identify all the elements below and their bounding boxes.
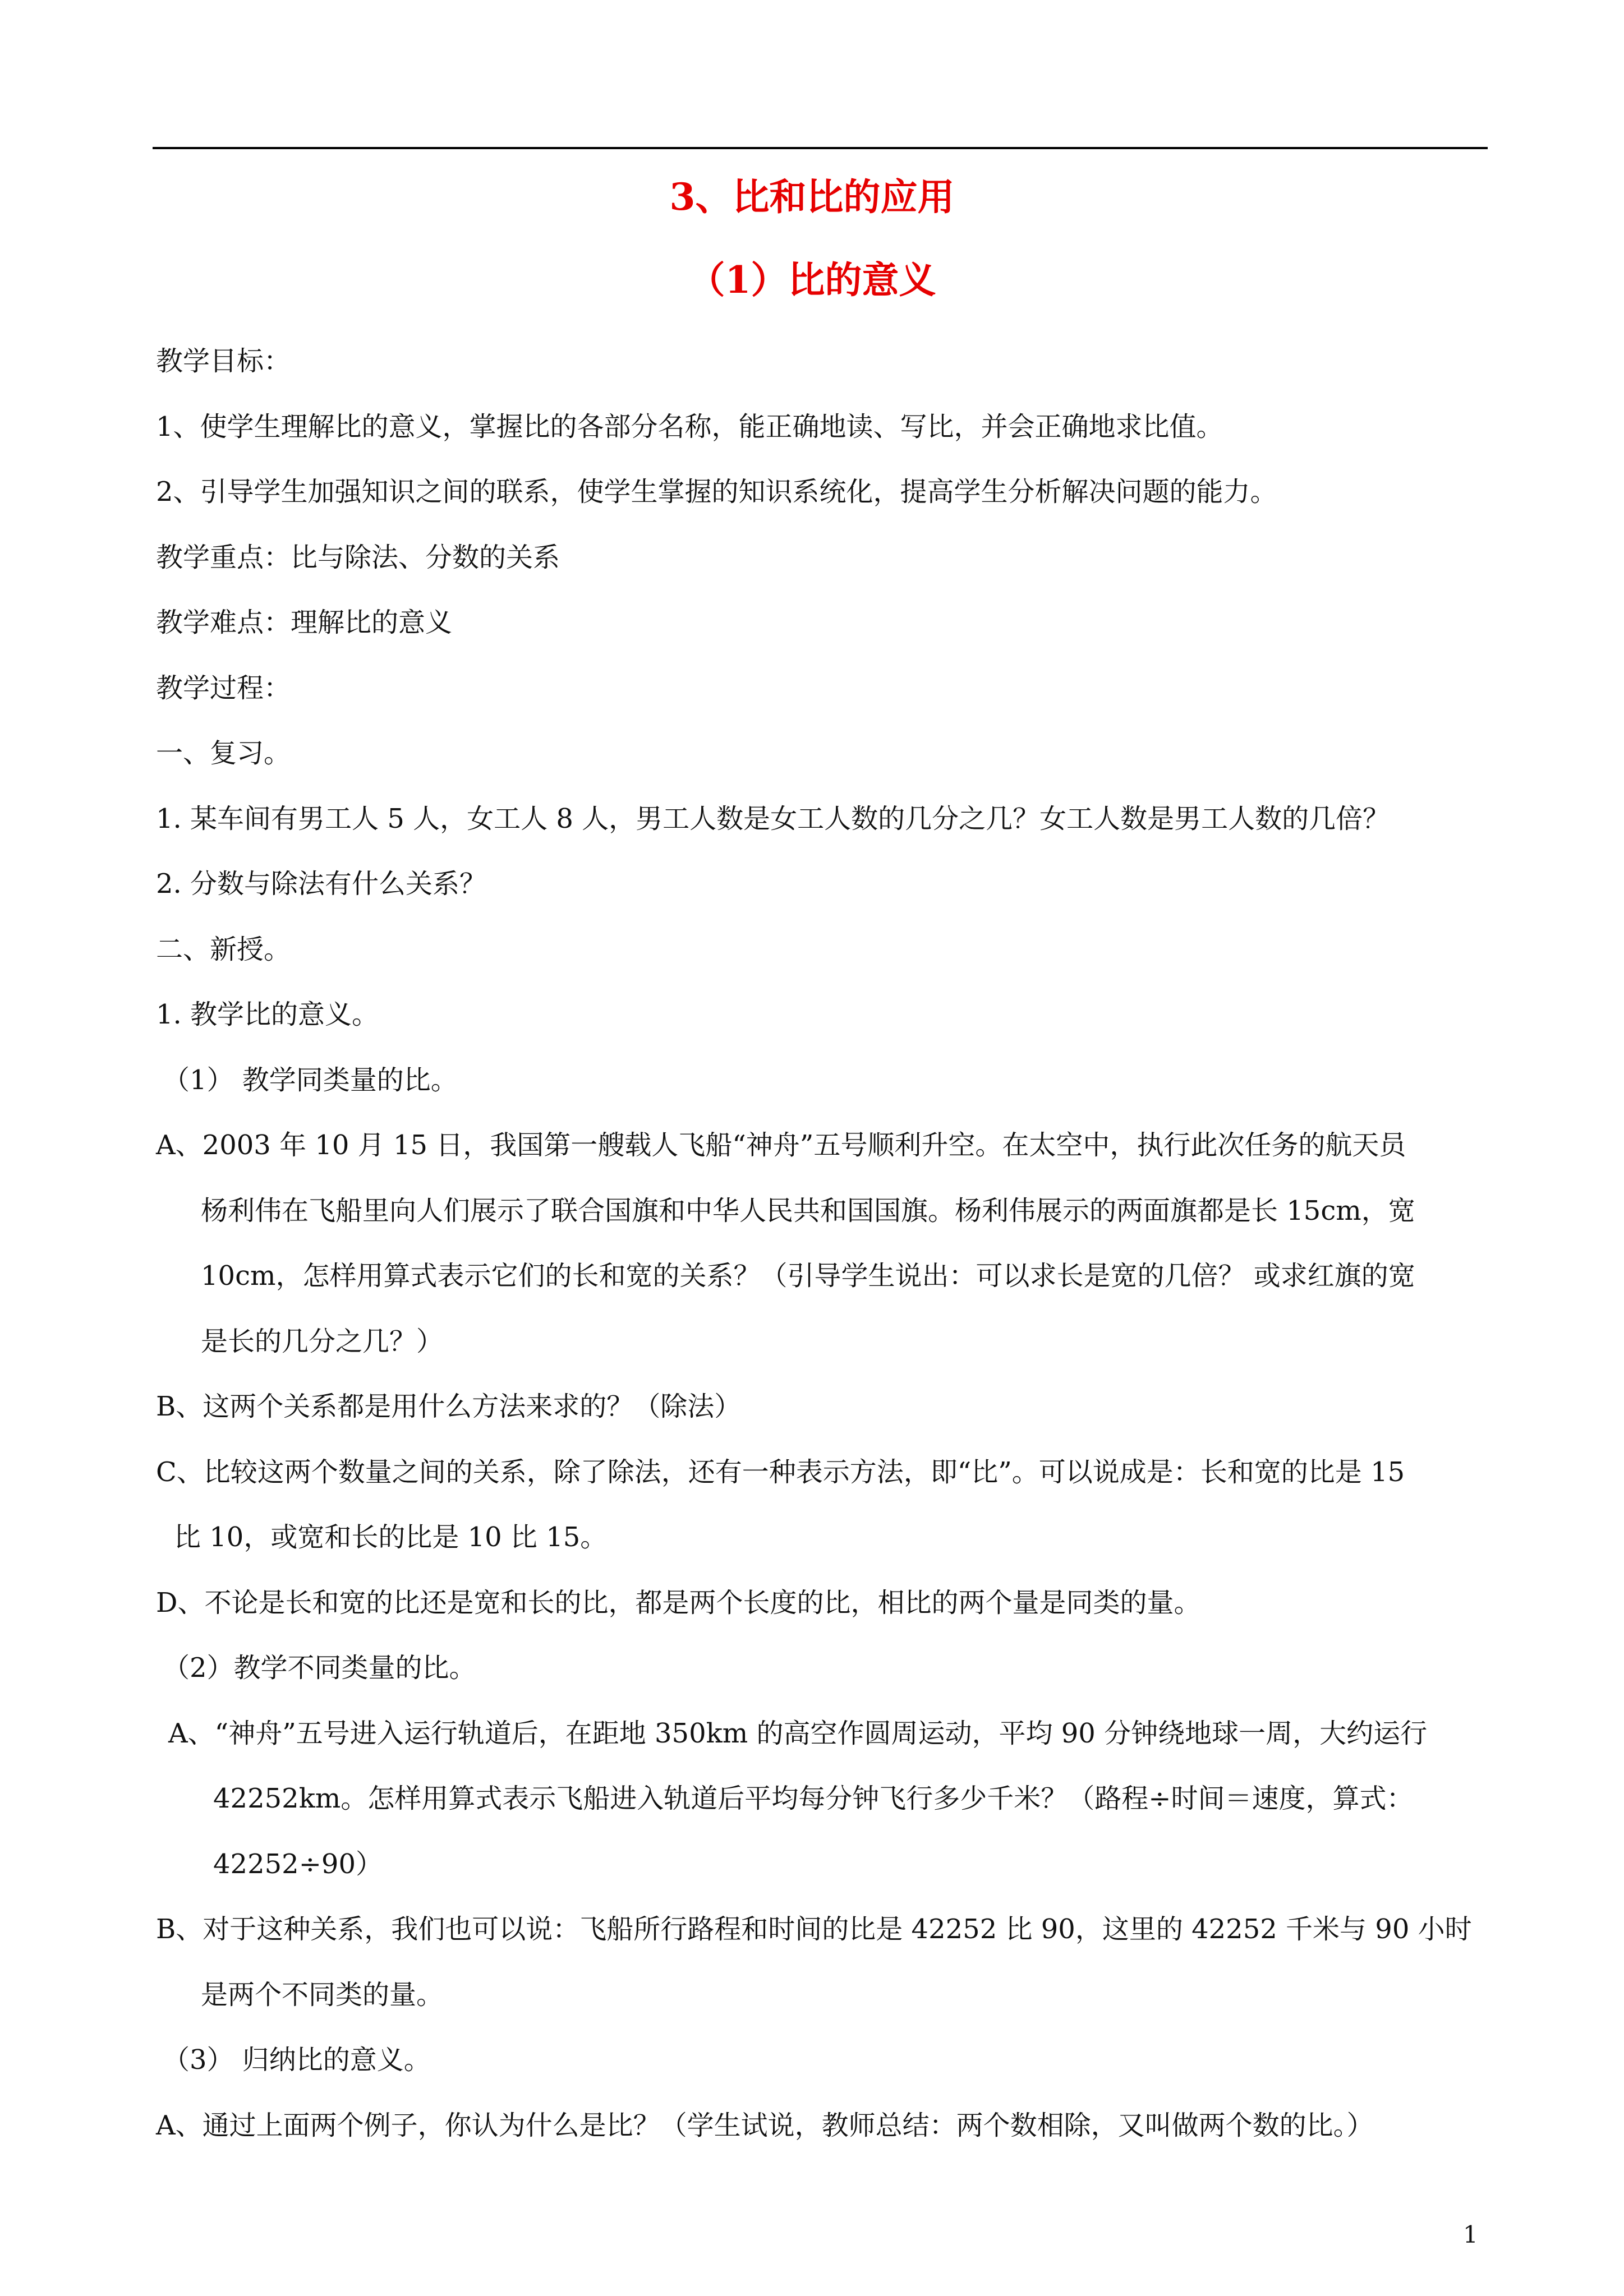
body-line: 教学过程： <box>156 672 291 704</box>
document-title: 3、比和比的应用 <box>669 175 955 219</box>
body-line: A、“神舟”五号进入运行轨道后，在距地 350km 的高空作圆周运动，平均 90 分钟绕地球一周，大约运行 <box>168 1718 1428 1749</box>
body-line: 1. 教学比的意义。 <box>156 999 379 1030</box>
body-line: A、2003 年 10 月 15 日，我国第一艘载人飞船“神舟”五号顺利升空。在太空中，执行此次任务的航天员 <box>156 1129 1406 1161</box>
body-line: 教学目标： <box>156 345 291 377</box>
header-rule <box>153 147 1488 149</box>
body-line: 1. 某车间有男工人 5 人，女工人 8 人，男工人数是女工人数的几分之几？女工人数是男工人数的几倍？ <box>156 803 1390 835</box>
body-line: （3） 归纳比的意义。 <box>163 2044 431 2076</box>
body-line: D、不论是长和宽的比还是宽和长的比，都是两个长度的比，相比的两个量是同类的量。 <box>156 1587 1201 1619</box>
body-line: 10cm，怎样用算式表示它们的长和宽的关系？（引导学生说出：可以求长是宽的几倍？ 或求红旗的宽 <box>201 1260 1415 1292</box>
body-line: 是两个不同类的量。 <box>201 1979 444 2011</box>
body-line: 一、复习。 <box>156 737 291 769</box>
body-line: 二、新授。 <box>156 934 291 965</box>
body-line: （2）教学不同类量的比。 <box>163 1652 476 1684</box>
body-line: 杨利伟在飞船里向人们展示了联合国旗和中华人民共和国国旗。杨利伟展示的两面旗都是长 15cm，宽 <box>201 1195 1415 1227</box>
body-line: A、通过上面两个例子，你认为什么是比？（学生试说，教师总结：两个数相除，又叫做两个数的比。） <box>156 2110 1374 2141</box>
body-line: （1） 教学同类量的比。 <box>163 1064 458 1096</box>
body-line: B、对于这种关系，我们也可以说：飞船所行路程和时间的比是 42252 比 90，这里的 42252 千米与 90 小时 <box>156 1914 1472 1945</box>
body-line: 42252km。怎样用算式表示飞船进入轨道后平均每分钟飞行多少千米？（路程÷时间＝速度，算式： <box>213 1783 1414 1814</box>
body-line: 比 10，或宽和长的比是 10 比 15。 <box>174 1522 608 1553</box>
document-subtitle: （1）比的意义 <box>688 258 936 302</box>
body-line: 教学重点：比与除法、分数的关系 <box>156 542 560 573</box>
body-line: B、这两个关系都是用什么方法来求的？（除法） <box>156 1391 742 1422</box>
page-number: 1 <box>1463 2221 1478 2248</box>
body-line: 是长的几分之几？） <box>201 1326 444 1357</box>
body-line: 2. 分数与除法有什么关系？ <box>156 868 487 900</box>
body-line: 42252÷90） <box>213 1848 383 1880</box>
body-line: 1、使学生理解比的意义，掌握比的各部分名称，能正确地读、写比，并会正确地求比值。 <box>156 411 1223 442</box>
body-line: C、比较这两个数量之间的关系，除了除法，还有一种表示方法，即“比”。可以说成是：长和宽的比是 15 <box>156 1456 1405 1488</box>
body-line: 2、引导学生加强知识之间的联系，使学生掌握的知识系统化，提高学生分析解决问题的能力。 <box>156 476 1277 508</box>
body-line: 教学难点：理解比的意义 <box>156 607 453 638</box>
